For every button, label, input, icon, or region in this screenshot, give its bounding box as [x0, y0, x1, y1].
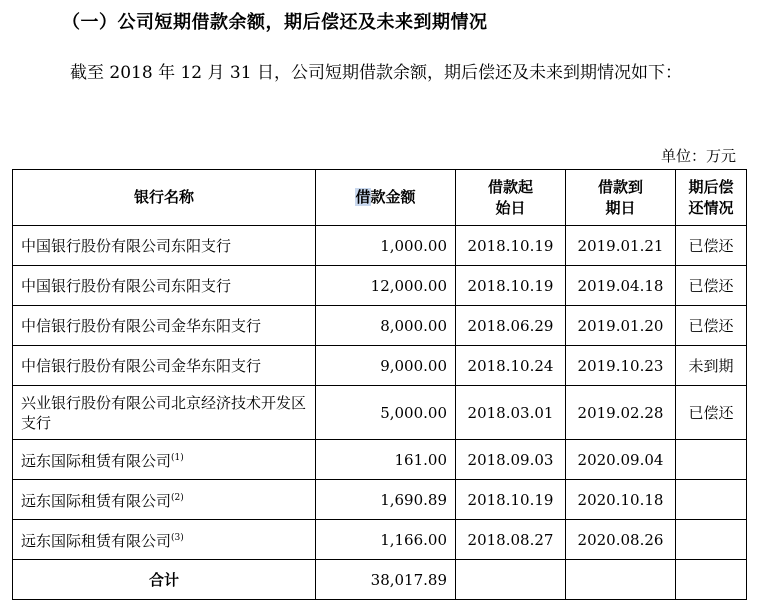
- cell-start-date: 2018.09.03: [456, 440, 566, 480]
- cell-amount: 5,000.00: [316, 386, 456, 440]
- cell-end-date: 2020.08.26: [566, 520, 676, 560]
- cell-bank: 中信银行股份有限公司金华东阳支行: [13, 346, 316, 386]
- cell-start-date: 2018.10.24: [456, 346, 566, 386]
- footnote-marker: (2): [171, 493, 184, 503]
- cell-amount: 1,000.00: [316, 226, 456, 266]
- header-end-line2: 期日: [605, 198, 636, 217]
- total-empty-cell: [456, 560, 566, 600]
- cell-bank: 远东国际租赁有限公司$^{(1)}$: [13, 440, 316, 480]
- cell-start-date: 2018.10.19: [456, 480, 566, 520]
- table-row: [13, 440, 747, 480]
- footnote-marker: (1): [171, 453, 184, 463]
- cell-status: 已偿还: [676, 386, 747, 440]
- cell-status: 已偿还: [676, 266, 747, 306]
- header-loan-amount-text: 款金额: [370, 188, 416, 206]
- cell-amount: 1,166.00: [316, 520, 456, 560]
- cell-amount: 1,690.89: [316, 480, 456, 520]
- cell-status: 未到期: [676, 346, 747, 386]
- selection-highlight: 借: [355, 188, 371, 206]
- total-empty-cell: [566, 560, 676, 600]
- cell-end-date: 2020.10.18: [566, 480, 676, 520]
- cell-bank: 远东国际租赁有限公司$^{(3)}$: [13, 520, 316, 560]
- header-status-line2: 还情况: [688, 198, 734, 217]
- section-heading: （一）公司短期借款余额，期后偿还及未来到期情况: [62, 12, 488, 33]
- cell-status: 已偿还: [676, 306, 747, 346]
- header-repayment-status: [676, 170, 747, 226]
- cell-amount: 8,000.00: [316, 306, 456, 346]
- header-bank-name: 银行名称: [13, 170, 316, 226]
- cell-end-date: 2020.09.04: [566, 440, 676, 480]
- cell-bank: 中国银行股份有限公司东阳支行: [13, 266, 316, 306]
- total-label: 合计: [13, 560, 316, 600]
- header-start-line2: 始日: [495, 198, 526, 217]
- cell-bank: 中信银行股份有限公司金华东阳支行: [13, 306, 316, 346]
- cell-status: [676, 480, 747, 520]
- total-amount: 38,017.89: [316, 560, 456, 600]
- cell-amount: 12,000.00: [316, 266, 456, 306]
- intro-paragraph: 截至 2018 年 12 月 31 日，公司短期借款余额，期后偿还及未来到期情况如下：: [70, 63, 682, 83]
- cell-bank: 中国银行股份有限公司东阳支行: [13, 226, 316, 266]
- total-empty-cell: [676, 560, 747, 600]
- table-row: [13, 226, 747, 266]
- table-row: [13, 346, 747, 386]
- cell-end-date: 2019.01.20: [566, 306, 676, 346]
- footnote-marker: (3): [171, 533, 184, 543]
- table-row: [13, 266, 747, 306]
- cell-amount: 161.00: [316, 440, 456, 480]
- table-row: [13, 386, 747, 440]
- cell-start-date: 2018.06.29: [456, 306, 566, 346]
- unit-label: 单位：万元: [660, 147, 736, 165]
- total-row: [13, 560, 747, 600]
- header-start-line1: 借款起: [487, 177, 533, 196]
- cell-start-date: 2018.10.19: [456, 266, 566, 306]
- cell-end-date: 2019.02.28: [566, 386, 676, 440]
- header-status-line1: 期后偿: [688, 177, 734, 196]
- header-end-date: [566, 170, 676, 226]
- cell-status: [676, 520, 747, 560]
- cell-status: [676, 440, 747, 480]
- cell-start-date: 2018.10.19: [456, 226, 566, 266]
- cell-amount: 9,000.00: [316, 346, 456, 386]
- table-row: [13, 480, 747, 520]
- cell-start-date: 2018.08.27: [456, 520, 566, 560]
- cell-end-date: 2019.01.21: [566, 226, 676, 266]
- cell-start-date: 2018.03.01: [456, 386, 566, 440]
- header-end-line1: 借款到: [597, 177, 643, 196]
- header-start-date: [456, 170, 566, 226]
- cell-bank: 兴业银行股份有限公司北京经济技术开发区支行: [13, 386, 316, 440]
- table-row: [13, 306, 747, 346]
- table-header-row: [13, 170, 747, 226]
- table-row: [13, 520, 747, 560]
- cell-status: 已偿还: [676, 226, 747, 266]
- short-term-loan-table: [12, 169, 747, 600]
- cell-end-date: 2019.04.18: [566, 266, 676, 306]
- cell-end-date: 2019.10.23: [566, 346, 676, 386]
- cell-bank: 远东国际租赁有限公司$^{(2)}$: [13, 480, 316, 520]
- header-loan-amount: [316, 170, 456, 226]
